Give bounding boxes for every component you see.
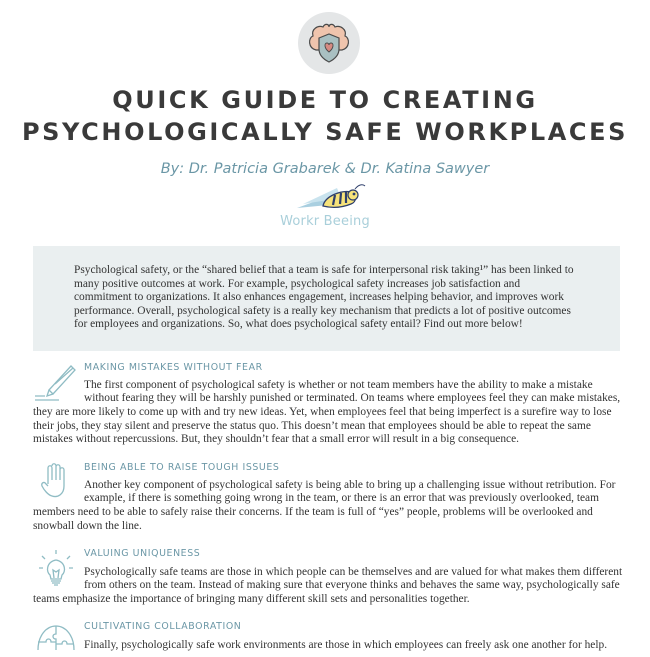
- lightbulb-icon: [38, 548, 74, 593]
- section-body-line: The first component of psychological safety is whether or not team members have the ability to make a mistake: [84, 379, 593, 391]
- section-body: members need to be able to safely raise their concerns. If the team is full of “yes” people, problems will be overlooked and snowball down the line.: [33, 506, 593, 532]
- section-body-line: example, if there is something going wrong in the team, or there is an error that was previously overlooked, team: [84, 492, 599, 504]
- title-text: PSYCHOLOGICALLY SAFE WORKPLACES: [21, 118, 629, 146]
- hero-badge: [298, 12, 360, 74]
- brain-shield-heart-icon: [298, 12, 360, 74]
- raised-hand-icon: [40, 462, 70, 505]
- section-body: teams emphasize the importance of bringing many different skill sets and personalities together.: [33, 593, 470, 605]
- section-heading: CULTIVATING COLLABORATION: [84, 621, 242, 632]
- section-body-line: without fearing they will be harshly punished or terminated. On teams where employees feel they can make mistakes,: [84, 392, 621, 404]
- intro-text: Psychological safety, or the “shared belief that a team is safe for interpersonal risk taking¹” has been linked to many positive outcomes at work. For example, psychological safety increases job satisfaction and commitment to organizations. It also enhances engagement, increases helping behavior, and improves work performance. Overall, psychological safety is a really key mechanism that predicts a lot of positive outcomes for employees and organizations. So, what does psychological safety entail? Find out more below!: [74, 264, 574, 330]
- section-body-line: Another key component of psychological safety is being able to bring up a challenging issue without retribution. For: [84, 479, 616, 491]
- section-heading: MAKING MISTAKES WITHOUT FEAR: [84, 362, 263, 373]
- intro-panel: [33, 246, 620, 351]
- page-title-line-1: [0, 86, 650, 114]
- section-heading: BEING ABLE TO RAISE TOUGH ISSUES: [84, 462, 280, 473]
- byline: By: Dr. Patricia Grabarek & Dr. Katina Sawyer: [160, 161, 490, 177]
- section-body: they are more likely to come up with and try new ideas. Yet, when employees feel that being imperfect is a surefire way to lose their jobs, they stay silent and preserve the status quo. This doesn’t mean that employees should be able to repeat the same mistakes without repercussions. But, they shouldn’t fear that a small error will result in a big consequence.: [33, 406, 612, 445]
- bee-logo-icon: [295, 180, 375, 212]
- section-body-line: Finally, psychologically safe work environments are those in which employees can freely ask one another for help.: [84, 639, 608, 651]
- pencil-icon: [33, 362, 81, 409]
- title-text: QUICK GUIDE TO CREATING: [112, 86, 538, 114]
- brand-name: Workr Beeing: [280, 214, 370, 229]
- section-body-line: Psychologically safe teams are those in which people can be themselves and are valued for what makes them different: [84, 566, 623, 578]
- page-title-line-2: [0, 118, 650, 146]
- section-body-line: from others on the team. Instead of making sure that everyone thinks and behaves the same way, psychologically safe: [84, 579, 620, 591]
- puzzle-globe-icon: [36, 622, 76, 657]
- section-heading: VALUING UNIQUENESS: [84, 548, 201, 559]
